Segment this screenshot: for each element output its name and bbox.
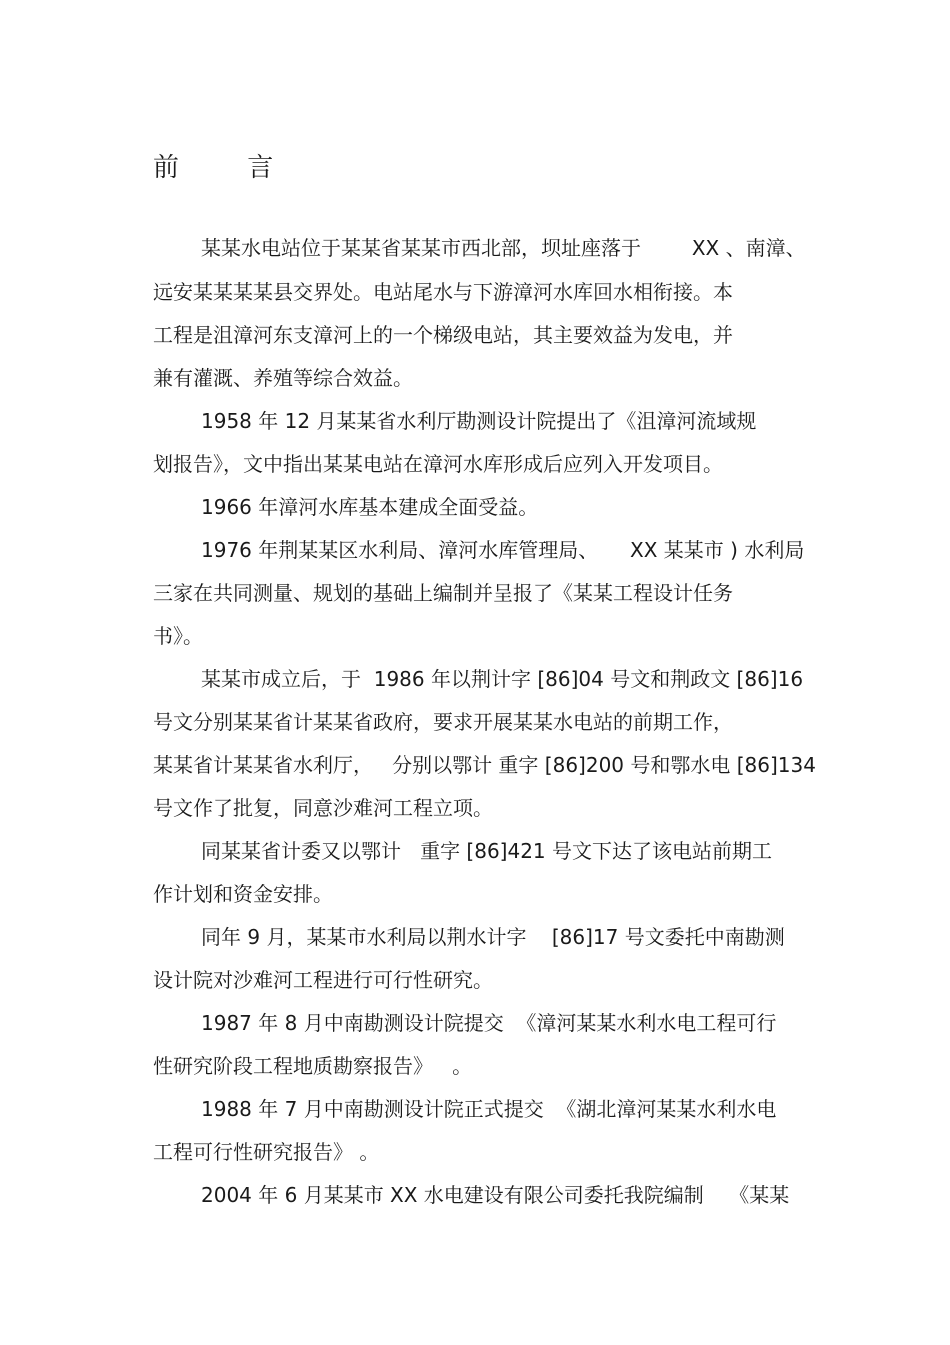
text-line: 远安某某某某县交界处。电站尾水与下游漳河水库回水相衔接。本 (153, 280, 733, 304)
text-line: 设计院对沙难河工程进行可行性研究。 (153, 968, 493, 992)
text-line: 某某市成立后，于 1986 年以荆计字 [86]04 号文和荆政文 [86]16 (201, 667, 804, 691)
text-line: 1958 年 12 月某某省水利厅勘测设计院提出了《沮漳河流域规 (201, 409, 757, 433)
text-line: 兼有灌溉、养殖等综合效益。 (153, 366, 413, 390)
text-line: 某某水电站位于某某省某某市西北部，坝址座落于 XX 、南漳、 (201, 236, 806, 260)
text-line: 同年 9 月，某某市水利局以荆水计字 [86]17 号文委托中南勘测 (201, 925, 785, 949)
text-line: 性研究阶段工程地质勘察报告》 。 (153, 1054, 473, 1078)
text-line: 号文作了批复，同意沙难河工程立项。 (153, 796, 493, 820)
text-line: 1988 年 7 月中南勘测设计院正式提交 《湖北漳河某某水利水电 (201, 1097, 777, 1121)
text-line: 三家在共同测量、规划的基础上编制并呈报了《某某工程设计任务 (153, 581, 733, 605)
page-title: 前 言 (153, 153, 304, 183)
text-line: 作计划和资金安排。 (153, 882, 333, 906)
text-line: 1966 年漳河水库基本建成全面受益。 (201, 495, 539, 519)
text-line: 号文分别某某省计某某省政府，要求开展某某水电站的前期工作， (153, 710, 733, 734)
text-line: 1976 年荆某某区水利局、漳河水库管理局、 XX 某某市 ) 水利局 (201, 538, 805, 562)
text-line: 1987 年 8 月中南勘测设计院提交 《漳河某某水利水电工程可行 (201, 1011, 777, 1035)
text-line: 划报告》，文中指出某某电站在漳河水库形成后应列入开发项目。 (153, 452, 723, 476)
text-line: 同某某省计委又以鄂计 重字 [86]421 号文下达了该电站前期工 (201, 839, 773, 863)
text-line: 书》。 (153, 624, 203, 648)
text-line: 某某省计某某省水利厅， 分别以鄂计 重字 [86]200 号和鄂水电 [86]134 (153, 753, 816, 777)
text-line: 工程是沮漳河东支漳河上的一个梯级电站，其主要效益为发电，并 (153, 323, 733, 347)
text-line: 工程可行性研究报告》 。 (153, 1140, 380, 1164)
text-line: 2004 年 6 月某某市 XX 水电建设有限公司委托我院编制 《某某 (201, 1183, 790, 1207)
